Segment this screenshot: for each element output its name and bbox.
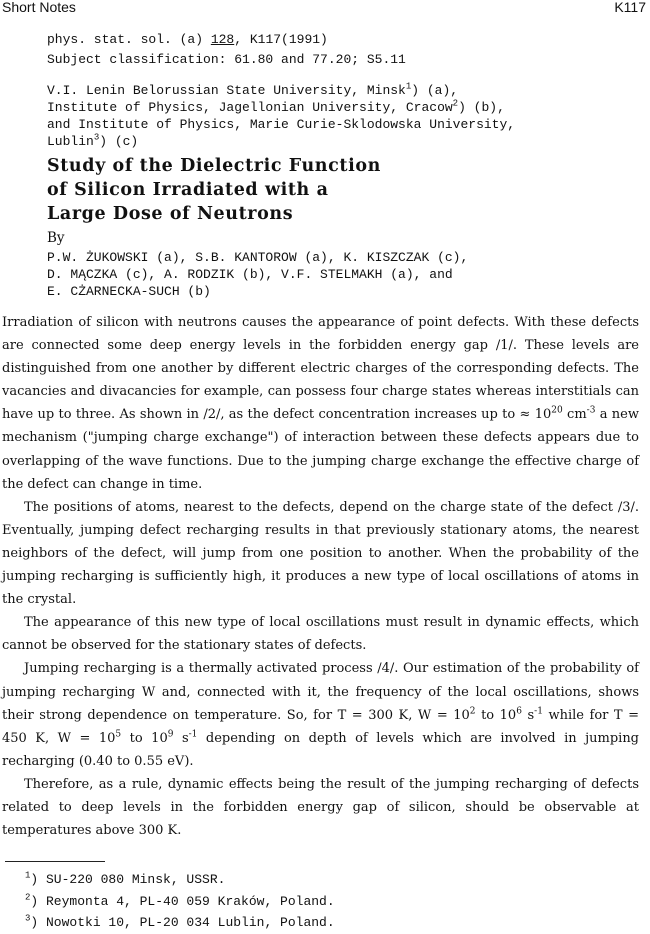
affiliation-line: V.I. Lenin Belorussian State University, Minsk$^1$) (a), (47, 81, 459, 98)
by-label: By (47, 230, 65, 246)
footnote: $^3$) Nowotki 10, PL-20 034 Lublin, Poland. (25, 913, 335, 930)
footnotes (25, 869, 335, 934)
body-text (2, 311, 639, 842)
author-line: P.W. ŻUKOWSKI (a), S.B. KANTOROW (a), K. KISZCZAK (c), (47, 250, 469, 265)
subject-classification: Subject classification: 61.80 and 77.20; S5.11 (47, 52, 406, 67)
paragraph: The positions of atoms, nearest to the defects, depend on the charge state of the defect /3/. Eventually, jumping defect recharging results in that previously stationary atoms, the nearest neighbors of the defect, will jump from one position to another. When the probability of the jumping recharging is sufficiently high, it produces a new type of local oscillations of atoms in the crystal. (2, 499, 639, 608)
title-line: of Silicon Irradiated with a (47, 180, 329, 200)
footnote: $^1$) SU-220 080 Minsk, USSR. (25, 870, 226, 887)
volume-number: 128 (210, 32, 235, 47)
page-number: K117 (614, 0, 646, 15)
affiliation-line: and Institute of Physics, Marie Curie-Sklodowska University, (47, 117, 516, 132)
affiliations (47, 82, 515, 150)
footnote: $^2$) Reymonta 4, PL-40 059 Kraków, Poland. (25, 892, 335, 909)
title-line: Large Dose of Neutrons (47, 204, 294, 224)
title-line: Study of the Dielectric Function (47, 156, 381, 176)
paragraph: Jumping recharging is a thermally activated process /4/. Our estimation of the probability of jumping recharging W and, connected with it, the frequency of the local oscillations, shows their strong dependence on temperature. So, for T = 300 K, $W = 10^2$ to $10^6$ $s^{-1}$ while for T = 450 K, $W = 10^5$ to $10^9$ $s^{-1}$ depending on depth of levels which are involved in jumping recharging (0.40 to 0.55 eV). (2, 661, 640, 769)
paragraph: Therefore, as a rule, dynamic effects being the result of the jumping recharging of defects related to deep levels in the forbidden energy gap of silicon, should be observable at temperatures above 300 K. (2, 776, 639, 839)
running-header (0, 0, 650, 20)
author-line: E. CŻARNECKA-SUCH (b) (47, 284, 211, 299)
section-label: Short Notes (2, 0, 76, 15)
affiliation-line: Institute of Physics, Jagellonian University, Cracow$^2$) (b), (47, 98, 505, 115)
paragraph: The appearance of this new type of local oscillations must result in dynamic effects, which cannot be observed for the stationary states of defects. (2, 615, 639, 654)
paragraph: Irradiation of silicon with neutrons causes the appearance of point defects. With these defects are connected some deep energy levels in the forbidden energy gap /1/. These levels are distinguished from one another by different electric charges of the corresponding defects. The vacancies and divacancies for example, can possess four charge states whereas interstitials can have up to three. As shown in /2/, as the defect concentration increases up to ≈ $10^{20}$ $cm^{-3}$ a new mechanism ("jumping charge exchange") of interaction between these defects appears due to overlapping of the wave functions. Due to the jumping charge exchange the effective charge of the defect can change in time. (2, 315, 639, 492)
affiliation-line: Lublin$^3$) (c) (47, 132, 139, 149)
citation: phys. stat. sol. (a) 128, K117(1991) (47, 32, 328, 47)
author-list (47, 249, 468, 300)
author-line: D. MĄCZKA (c), A. RODZIK (b), V.F. STELMAKH (a), and (47, 267, 453, 282)
journal-meta (47, 30, 406, 70)
paper-title (47, 154, 381, 226)
footnote-rule (5, 861, 105, 862)
